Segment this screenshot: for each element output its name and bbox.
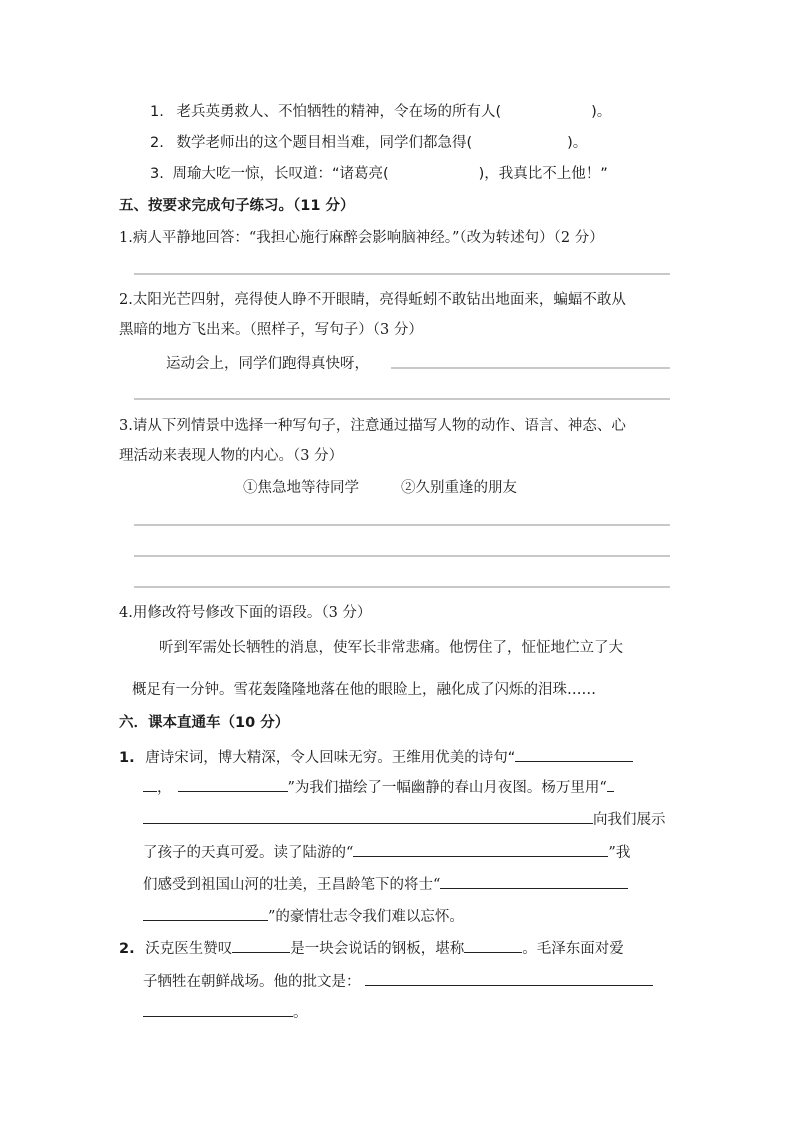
answer-blank[interactable] <box>143 808 593 824</box>
text: ”为我们描绘了一幅幽静的春山月夜图。杨万里用“ <box>287 780 607 796</box>
section5-title: 五、按要求完成句子练习。（11 分） <box>119 198 355 214</box>
s6-q2-line2 <box>143 970 653 992</box>
answer-line[interactable] <box>134 398 670 400</box>
text: 唐诗宋词，博大精深，令人回味无穷。王维用优美的诗句“ <box>145 750 516 766</box>
s5-q3-option1: ①焦急地等待同学 <box>243 480 359 496</box>
s5-q2-line1: 2.太阳光芒四射，亮得使人睁不开眼睛，亮得蚯蚓不敢钻出地面来，蝙蝠不敢从 <box>119 292 626 308</box>
answer-blank[interactable] <box>365 970 653 986</box>
answer-line[interactable] <box>134 586 670 588</box>
s6-q1-line3 <box>143 808 666 830</box>
item-number: 1. <box>119 750 135 766</box>
s5-q3-line2: 理活动来表现人物的内心。（3 分） <box>119 448 344 464</box>
section6-title: 六．课本直通车（10 分） <box>119 715 290 731</box>
item-text-before: 周瑜大吃一惊，长叹道：“诸葛亮( <box>172 166 389 182</box>
fill-item-1 <box>150 102 611 122</box>
answer-blank[interactable] <box>464 937 522 953</box>
s5-q2-prompt: 运动会上，同学们跑得真快呀， <box>166 356 369 372</box>
item-text-before: 老兵英勇救人、不怕牺牲的精神，令在场的所有人( <box>176 104 502 120</box>
answer-blank[interactable] <box>232 937 290 953</box>
item-number: 1. <box>150 104 164 120</box>
s5-q4-text: 4.用修改符号修改下面的语段。（3 分） <box>119 605 372 621</box>
answer-line[interactable] <box>134 524 670 526</box>
answer-blank[interactable] <box>178 776 288 792</box>
text: 。毛泽东面对爱 <box>522 941 624 957</box>
answer-line[interactable] <box>134 555 670 557</box>
item-number: 2. <box>150 135 164 151</box>
text: ， <box>157 780 172 796</box>
item-text-before: 数学老师出的这个题目相当难，同学们都急得( <box>176 135 473 151</box>
s6-q1-line1 <box>119 746 633 768</box>
answer-line[interactable] <box>391 367 670 369</box>
item-text-after: )。 <box>567 135 588 151</box>
answer-blank[interactable] <box>143 776 157 792</box>
answer-line[interactable] <box>134 273 670 275</box>
answer-blank[interactable] <box>143 905 268 921</box>
answer-blank[interactable] <box>440 873 628 889</box>
text: 们感受到祖国山河的壮美，王昌龄笔下的将士“ <box>143 877 441 893</box>
s6-q2-line3 <box>143 1001 308 1023</box>
item-number: 3. <box>150 166 164 182</box>
answer-blank[interactable] <box>143 1001 293 1017</box>
item-text-after: )。 <box>591 104 612 120</box>
text: ”我 <box>608 845 631 861</box>
s5-q3-line1: 3.请从下列情景中选择一种写句子，注意通过描写人物的动作、语言、神态、心 <box>119 418 626 434</box>
answer-blank[interactable] <box>515 746 633 762</box>
s6-q1-line4 <box>143 841 630 863</box>
text: 是一块会说话的钢板，堪称 <box>290 941 465 957</box>
answer-blank[interactable] <box>607 776 614 792</box>
s6-q2-line1 <box>119 937 624 959</box>
text: 子牺牲在朝鲜战场。他的批文是： <box>143 974 361 990</box>
s5-q4-paragraph-line1: 听到军需处长牺牲的消息，使军长非常悲痛。他愣住了，怔怔地伫立了大 <box>159 640 623 656</box>
answer-blank[interactable] <box>353 841 608 857</box>
text: 。 <box>293 1005 308 1021</box>
s5-q2-line2: 黑暗的地方飞出来。（照样子，写句子）（3 分） <box>119 322 423 338</box>
text: 沃克医生赞叹 <box>145 941 233 957</box>
item-number: 2. <box>119 941 135 957</box>
text: 向我们展示 <box>593 812 666 828</box>
text: ”的豪情壮志令我们难以忘怀。 <box>268 909 464 925</box>
fill-item-2 <box>150 133 587 153</box>
s6-q1-line6 <box>143 905 464 927</box>
text: 了孩子的天真可爱。读了陆游的“ <box>143 845 354 861</box>
s5-q3-option2: ②久别重逢的朋友 <box>401 480 517 496</box>
s5-q1-text: 1.病人平静地回答：“我担心施行麻醉会影响脑神经。”（改为转述句）（2 分） <box>119 230 604 246</box>
fill-item-3 <box>150 164 608 184</box>
item-text-after: )，我真比不上他！” <box>478 166 608 182</box>
s6-q1-line5 <box>143 873 628 895</box>
s6-q1-line2 <box>143 776 614 798</box>
s5-q4-paragraph-line2: 概足有一分钟。雪花轰隆隆地落在他的眼睑上，融化成了闪烁的泪珠…… <box>132 682 596 698</box>
